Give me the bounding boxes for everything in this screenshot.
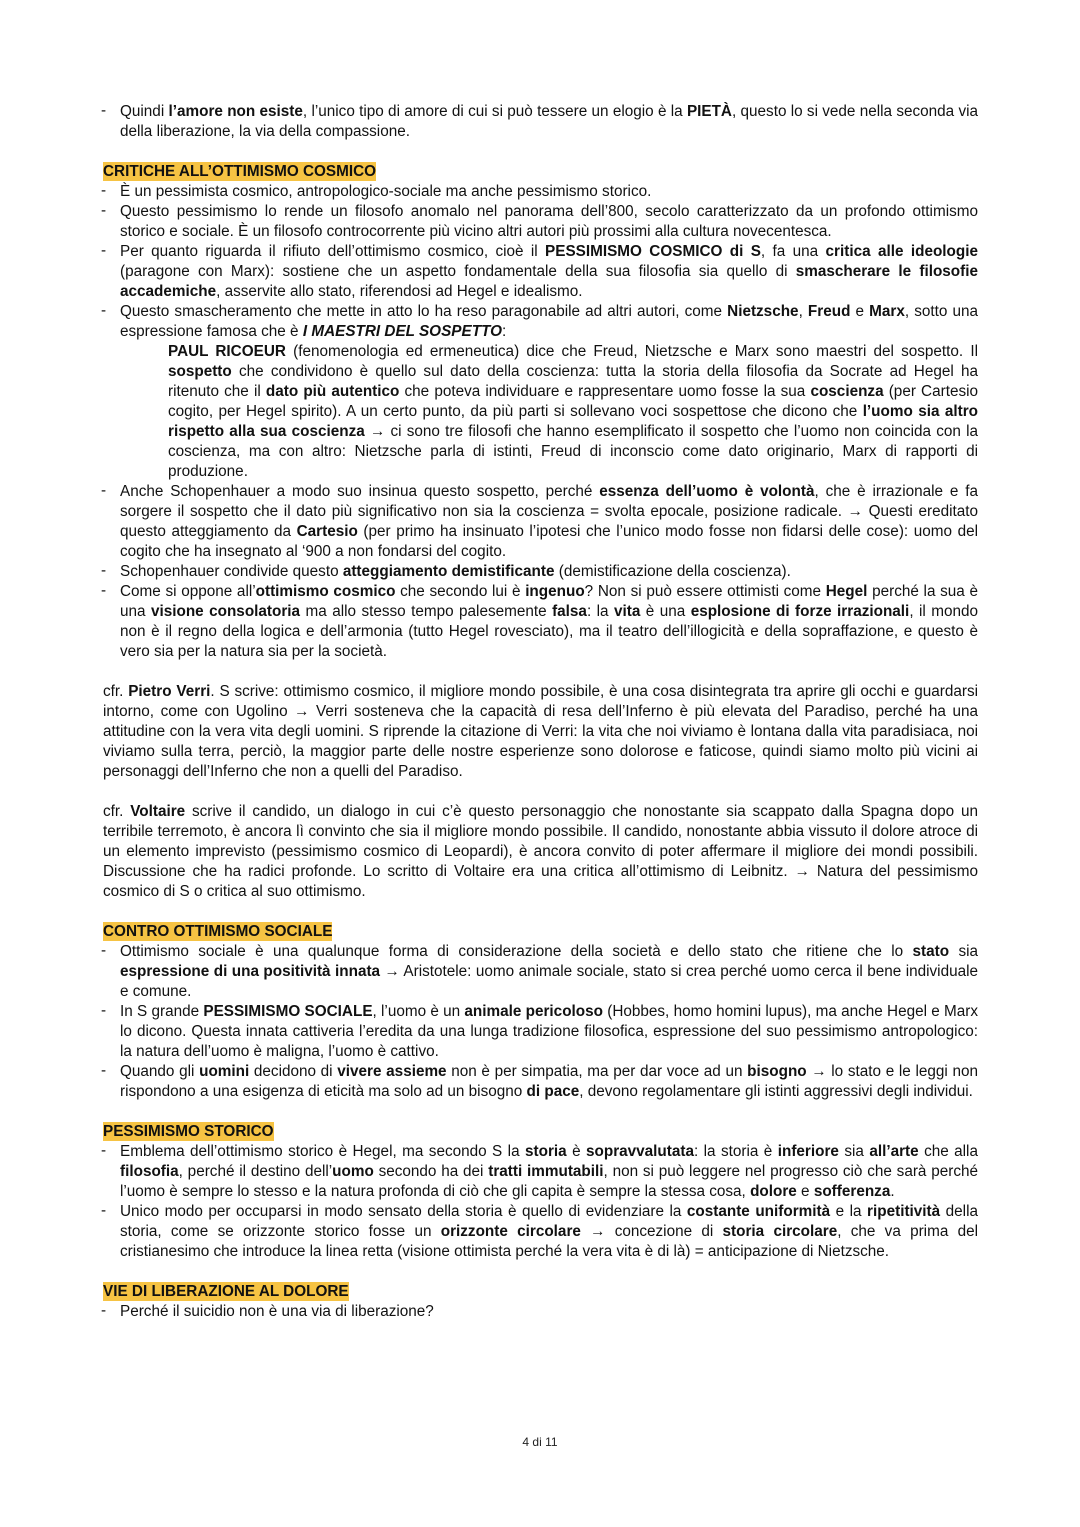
bullet-critiche-5: - Anche Schopenhauer a modo suo insinua questo sospetto, perché essenza dell’uomo è volontà, che è irrazionale e fa sorgere il sospetto che il dato più significativo non sia la coscienza = svolta epocale, posizione radicale. → Questi ereditato questo atteggiamento da Cartesio (per primo ha insinuato l’ipotesi che l’unico modo fosse non fidarsi delle cose): uomo del cogito che ha insegnato al ‘900 a non fondarsi del cogito. <box>103 482 978 562</box>
cfr-verri-paragraph: cfr. Pietro Verri. S scrive: ottimismo cosmico, il migliore mondo possibile, è una cosa disintegrata tra aprire gli occhi e guardarsi intorno, come con Ugolino → Verri sosteneva che la capacità di resa dell’Inferno è più elevata del Paradiso, perché ha una attitudine con la vera vita degli uomini. S riprende la citazione di Verri: la vita che noi viviamo è lontana dalla vita paradisiaca, noi viviamo sulla terra, perciò, la maggior parte delle nostre esperienze sono dolorose e faticose, quindi siamo molto più vicini ai personaggi dell’Inferno che non a quelli del Paradiso. <box>103 683 978 780</box>
bullet-critiche-1: - È un pessimista cosmico, antropologico-sociale ma anche pessimismo storico. <box>103 182 978 202</box>
bullet-sociale-1: - Ottimismo sociale è una qualunque forma di considerazione della società e dello stato che ritiene che lo stato sia espressione di una positività innata → Aristotele: uomo animale sociale, stato si crea perché uomo cerca il bene individuale e comune. <box>103 942 978 1002</box>
cfr-voltaire-paragraph: cfr. Voltaire scrive il candido, un dialogo in cui c’è questo personaggio che nonostante sia scappato dalla Spagna dopo un terribile terremoto, è ancora lì convinto che sia il migliore mondo possibile. Il candido, nonostante abbia vissuto il dolore atroce di un elemento imprevisto (pessimismo cosmico di Leopardi), è ancora convito di poter affermare il migliore dei mondi possibili. Discussione che ha radici profonde. Lo scritto di Voltaire era una critica all’ottimismo di Leibnitz. → Natura del pessimismo cosmico di S o critica al suo ottimismo. <box>103 803 978 900</box>
section-heading-storico: PESSIMISMO STORICO <box>103 1123 274 1140</box>
bullet-sociale-2: - In S grande PESSIMISMO SOCIALE, l’uomo è un animale pericoloso (Hobbes, homo homini lupus), ma anche Hegel e Marx lo dicono. Questa innata cattiveria l’eredita da una lunga tradizione filosofica, espressione del suo pessimismo antropologico: la natura dell’uomo è maligna, l’uomo è cattivo. <box>103 1002 978 1062</box>
bullet-amore: - Quindi l’amore non esiste, l’unico tipo di amore di cui si può tessere un elogio è la PIETÀ, questo lo si vede nella seconda via della liberazione, la via della compassione. <box>103 102 978 142</box>
bullet-critiche-2: - Questo pessimismo lo rende un filosofo anomalo nel panorama dell’800, secolo caratterizzato da un profondo ottimismo storico e sociale. È un filosofo controcorrente più vicino altri autori più prossimi alla cultura novecentesca. <box>103 202 978 242</box>
section-heading-sociale: CONTRO OTTIMISMO SOCIALE <box>103 923 333 940</box>
ricoeur-paragraph: PAUL RICOEUR (fenomenologia ed ermeneutica) dice che Freud, Nietzsche e Marx sono maestri del sospetto. Il sospetto che condividono è quello sul dato della coscienza: tutta la storia della filosofia da Socrate ad Hegel ha ritenuto che il dato più autentico che poteva individuare e rappresentare uomo fosse la sua coscienza (per Cartesio cogito, per Hegel spirito). A un certo punto, da più parti si sollevano voci sospettose che dicono che l’uomo sia altro rispetto alla sua coscienza → ci sono tre filosofi che hanno esemplificato il sospetto che l’uomo non coincida con la coscienza, ma con altro: Nietzsche parla di istinti, Freud di inconscio come dato originario, Marx di rapporti di produzione. <box>168 343 979 480</box>
bullet-critiche-3: - Per quanto riguarda il rifiuto dell’ottimismo cosmico, cioè il PESSIMISMO COSMICO di S, fa una critica alle ideologie (paragone con Marx): sostiene che un aspetto fondamentale della sua filosofia sia quello di smascherare le filosofie accademiche, asservite allo stato, riferendosi ad Hegel e idealismo. <box>103 242 978 302</box>
page-number: 4 di 11 <box>522 1435 558 1449</box>
bullet-storico-1: - Emblema dell’ottimismo storico è Hegel, ma secondo S la storia è sopravvalutata: la storia è inferiore sia all’arte che alla filosofia, perché il destino dell’uomo secondo ha dei tratti immutabili, non si può leggere nel progresso ciò che sarà perché l’uomo è sempre lo stesso e la natura profonda di ciò che gli capita è sempre la stessa cosa, dolore e sofferenza. <box>103 1142 978 1202</box>
bullet-storico-2: - Unico modo per occuparsi in modo sensato della storia è quello di evidenziare la costante uniformità e la ripetitività della storia, come se orizzonte storico fosse un orizzonte circolare → concezione di storia circolare, che va prima del cristianesimo che introduce la linea retta (visione ottimista perché la vera vita è di là) = anticipazione di Nietzsche. <box>103 1202 978 1262</box>
bullet-critiche-6: - Schopenhauer condivide questo atteggiamento demistificante (demistificazione della coscienza). <box>103 562 978 582</box>
bullet-sociale-3: - Quando gli uomini decidono di vivere assieme non è per simpatia, ma per dar voce ad un bisogno → lo stato e le leggi non rispondono a una esigenza di eticità ma solo ad un bisogno di pace, devono regolamentare gli istinti aggressivi degli individui. <box>103 1062 978 1102</box>
bullet-vie-1: - Perché il suicidio non è una via di liberazione? <box>103 1302 978 1322</box>
section-heading-critiche: CRITICHE ALL’OTTIMISMO COSMICO <box>103 163 377 180</box>
document-page <box>103 102 978 1322</box>
bullet-critiche-4: - Questo smascheramento che mette in atto lo ha reso paragonabile ad altri autori, come Nietzsche, Freud e Marx, sotto una espressione famosa che è I MAESTRI DEL SOSPETTO: <box>103 302 978 342</box>
bullet-critiche-7: - Come si oppone all’ottimismo cosmico che secondo lui è ingenuo? Non si può essere ottimisti come Hegel perché la sua è una visione consolatoria ma allo stesso tempo palesemente falsa: la vita è una esplosione di forze irrazionali, il mondo non è il regno della logica e dell’armonia (tutto Hegel rovesciato), ma il teatro dell’illogicità e della sopraffazione, e questo è vero sia per la natura sia per la società. <box>103 582 978 662</box>
section-heading-vie: VIE DI LIBERAZIONE AL DOLORE <box>103 1283 349 1300</box>
